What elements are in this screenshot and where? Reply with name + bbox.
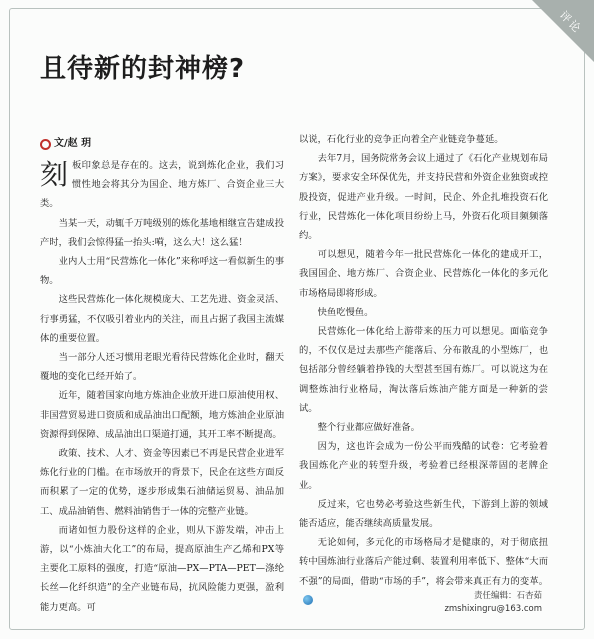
paragraph: 快鱼吃慢鱼。 [317, 306, 374, 318]
paragraph: 反过来，它也势必考验这些新生代，下游到上游的领域能否适应，能否继续高质量发展。 [299, 498, 548, 530]
editor-footer [444, 590, 542, 616]
paragraph: 而诸如恒力股份这样的企业，则从下游发端，冲击上游，以“小炼油大化工”的布局，提高原油生产乙烯和PX等主要化工原料的强度，打造“原油—PX—PTA—PET—涤纶长丝—化纤织造”的全产业链布局，抗风险能力更强，盈利能力更高。可 [40, 524, 284, 613]
paragraph: 以说，石化行业的竞争正向着全产业链竞争蔓延。 [299, 134, 504, 145]
editor-credit: 责任编辑：石杏茹 [473, 591, 542, 601]
paragraph-text: 无论如何，多元化的市场格局才是健康的，对于彻底扭转中国炼油行业落后产能过剩、装置利用率低下、整体“大而不强”的局面，借助“市场的手”，将会带来真正有力的变革。 [299, 537, 548, 587]
paragraph: 民营炼化一体化给上游带来的压力可以想见。面临竞争的，不仅仅是过去那些产能落后、分布散乱的小型炼厂，也包括部分曾经躺着挣钱的大型甚至国有炼厂。可以说这为在调整炼油行业格局，淘汰落后炼油产能方面是一种新的尝试。 [299, 326, 548, 414]
byline [40, 134, 284, 154]
globe-icon [303, 595, 313, 605]
dropcap: 刻 [40, 158, 69, 191]
editor-email: zmshixingru@163.com [444, 604, 542, 614]
paragraph: 当一部分人还习惯用老眼光看待民营炼化企业时，翻天覆地的变化已经开始了。 [40, 352, 284, 383]
article-title: 且待新的封神榜? [40, 54, 246, 84]
paragraph: 因为，这也许会成为一份公平而残酷的试卷：它考验着我国炼化产业的转型升级，考验着已经根深蒂固的老牌企业。 [299, 441, 548, 491]
paragraph: 这些民营炼化一体化规模庞大、工艺先进、资金灵活、行事勇猛，不仅吸引着业内的关注，而且占据了我国主流媒体的重要位置。 [40, 294, 284, 344]
paragraph-1 [40, 156, 284, 214]
byline-text: 文/赵 玥 [54, 138, 92, 149]
paragraph-1-text: 板印象总是存在的。这去，说到炼化企业，我们习惯性地会将其分为国企、地方炼厂、合资企业三大类。 [40, 160, 284, 210]
paragraph: 可以想见，随着今年一批民营炼化一体化的建成开工，我国国企、地方炼厂、合资企业、民营炼化一体化的多元化市场格局即将形成。 [299, 249, 548, 299]
paragraph: 去年7月，国务院常务会议上通过了《石化产业规划布局方案》，要求安全环保优先，并支持民营和外资企业独资或控股投资，促进产业升级。一时间，民企、外企扎堆投资石化行业，民营炼化一体化项目纷纷上马，外资石化项目频频落约。 [299, 153, 548, 242]
bullet-ring-icon [40, 139, 51, 150]
paragraph: 近年，随着国家向地方炼油企业放开进口原油使用权、非国营贸易进口资质和成品油出口配额，地方炼油企业原油资源得到保障、成品油出口渠道打通，其开工率不断提高。 [40, 390, 284, 440]
paragraph: 整个行业都应做好准备。 [317, 422, 420, 434]
corner-tab [532, 0, 594, 62]
paragraph: 政策、技术、人才、资金等因素已不再是民营企业进军炼化行业的门槛。在市场放开的背景下，民企在这些方面反而积累了一定的优势，逐步形成集石油储运贸易、油品加工、成品油销售、燃料油销售于一体的完整产业链。 [40, 448, 284, 517]
paragraph: 业内人士用“民营炼化一体化”来称呼这一看似新生的事物。 [40, 256, 284, 287]
paragraph: 当某一天，动辄千万吨级别的炼化基地相继宣告建成投产时，我们会惊得猛一抬头:嗬，这么大！这么猛！ [40, 217, 284, 248]
corner-tag: 评论 [556, 8, 585, 37]
right-column [299, 130, 548, 610]
left-column [40, 134, 284, 617]
